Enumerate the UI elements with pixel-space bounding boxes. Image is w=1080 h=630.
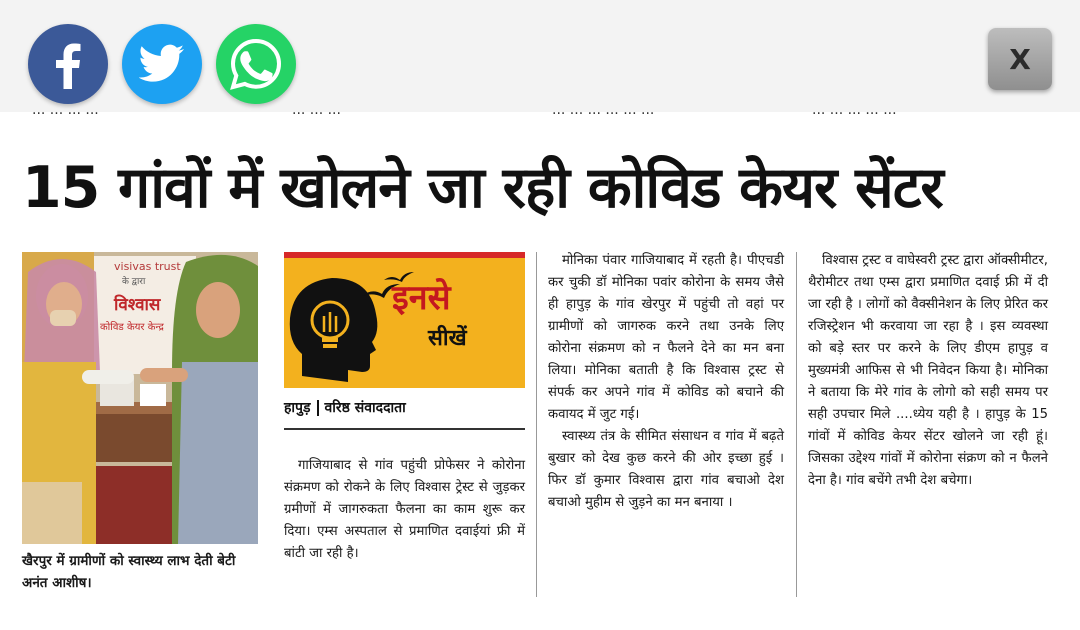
headline: 15 गांवों में खोलने जा रही कोविड केयर सेंटर: [22, 155, 943, 221]
cut-text-fragment: ... ... ... ... ... ...: [552, 110, 655, 118]
close-icon: X: [1009, 42, 1031, 76]
whatsapp-share-button[interactable]: [216, 24, 296, 104]
dateline-place: हापुड़: [284, 400, 311, 416]
sign-line-text: कोविड केयर केन्द्र: [100, 322, 164, 333]
photo-illustration: [22, 252, 258, 544]
insase-seekhen-box: [284, 252, 525, 388]
lesson-title: इनसे: [392, 278, 451, 318]
divider: [284, 428, 525, 430]
cut-text-fragment: ... ... ... ...: [32, 110, 99, 118]
lesson-subtitle: सीखें: [428, 326, 467, 351]
column-divider: [536, 252, 537, 597]
dateline: [284, 398, 406, 417]
sign-top-text: visivas trust: [114, 260, 181, 273]
cut-text-fragment: ... ... ...: [292, 110, 341, 118]
paragraph: विश्वास ट्रस्ट व वाघेस्वरी ट्रस्ट द्वारा ऑक्सीमीटर, थैरोमीटर तथा एम्स द्वारा प्रमाणित दवाई फ्री में दी जा रही है । लोगों को वैक्सीनेशन के लिए प्रेरित कर रजिस्ट्रेशन भी करवाया जा रहा है । इस व्यवस्था को बड़े स्तर पर करने के लिए डीएम हापुड़ व मुख्यमंत्री आफिस से भी निवेदन किया है। मोनिका ने बताया कि मेरे गांव के लोगो को सही समय पर सही उपचार मिले ....ध्येय यही है । हापुड़ के 15 गांवों में कोविड केयर सेंटर खोलने जा रही हूं। जिसका उद्देश्य गांवों में कोरोना संक्रण को न फैलने देना है। गांव बचेंगे तभी देश बचेगा।: [808, 253, 1048, 488]
close-button[interactable]: [988, 28, 1052, 90]
facebook-icon: [48, 39, 88, 89]
sign-main-text: विश्वास: [114, 295, 161, 315]
paragraph: गाजियाबाद से गांव पहुंची प्रोफेसर ने कोरोना संक्रमण को रोकने के लिए विश्वास ट्रेस्ट से जुड़कर ग्रमीणों में जागरुकता फैलना का काम शुरू कर दिया। एम्स अस्पताल से प्रमाणित दवाईयां फ्री में बांटी जा रही है।: [284, 458, 525, 561]
dateline-reporter: वरिष्ठ संवाददाता: [324, 400, 406, 416]
twitter-icon: [139, 44, 185, 84]
paragraph: मोनिका पंवार गाजियाबाद में रहती है। पीएचडी कर चुकी डॉ मोनिका पवांर कोरोना के समय जैसे ही हापुड़ के गांव खेरपुर में पहुंची तो वहां पर ग्रामीणों को जागरुक करने तथा उनके लिए कोरोना संक्रमण को न फैलने देने का मन बना लिया। मोनिका बताती है कि विश्वास ट्रस्ट से संपर्क कर अपने गांव में कोविड को बचाने की कवायद में जुट गई।: [548, 253, 784, 422]
article-column-2: [548, 250, 784, 514]
cut-text-fragment: ... ... ... ... ...: [812, 110, 897, 118]
photo-caption: खैरपुर में ग्रामीणों को स्वास्थ्य लाभ देती बेटी अनंत आशीष।: [22, 553, 236, 591]
facebook-share-button[interactable]: [28, 24, 108, 104]
dateline-separator: [317, 400, 319, 416]
sign-sub-text: के द्वारा: [122, 277, 146, 287]
paragraph: स्वास्थ्य तंत्र के सीमित संसाधन व गांव में बढ़ते बुखार को देख कुछ करने की ओर इच्छा हुई । फिर डॉ कुमार विश्वास द्वारा गांव बचाओ देश बचाओ मुहीम से जुड़ने का मन बनाया ।: [548, 429, 784, 510]
news-photo: [22, 252, 258, 544]
column-divider: [796, 252, 797, 597]
article-column-1: [284, 455, 525, 565]
whatsapp-icon: [229, 37, 283, 91]
share-bar: [0, 0, 1080, 112]
article-column-3: [808, 250, 1048, 492]
twitter-share-button[interactable]: [122, 24, 202, 104]
